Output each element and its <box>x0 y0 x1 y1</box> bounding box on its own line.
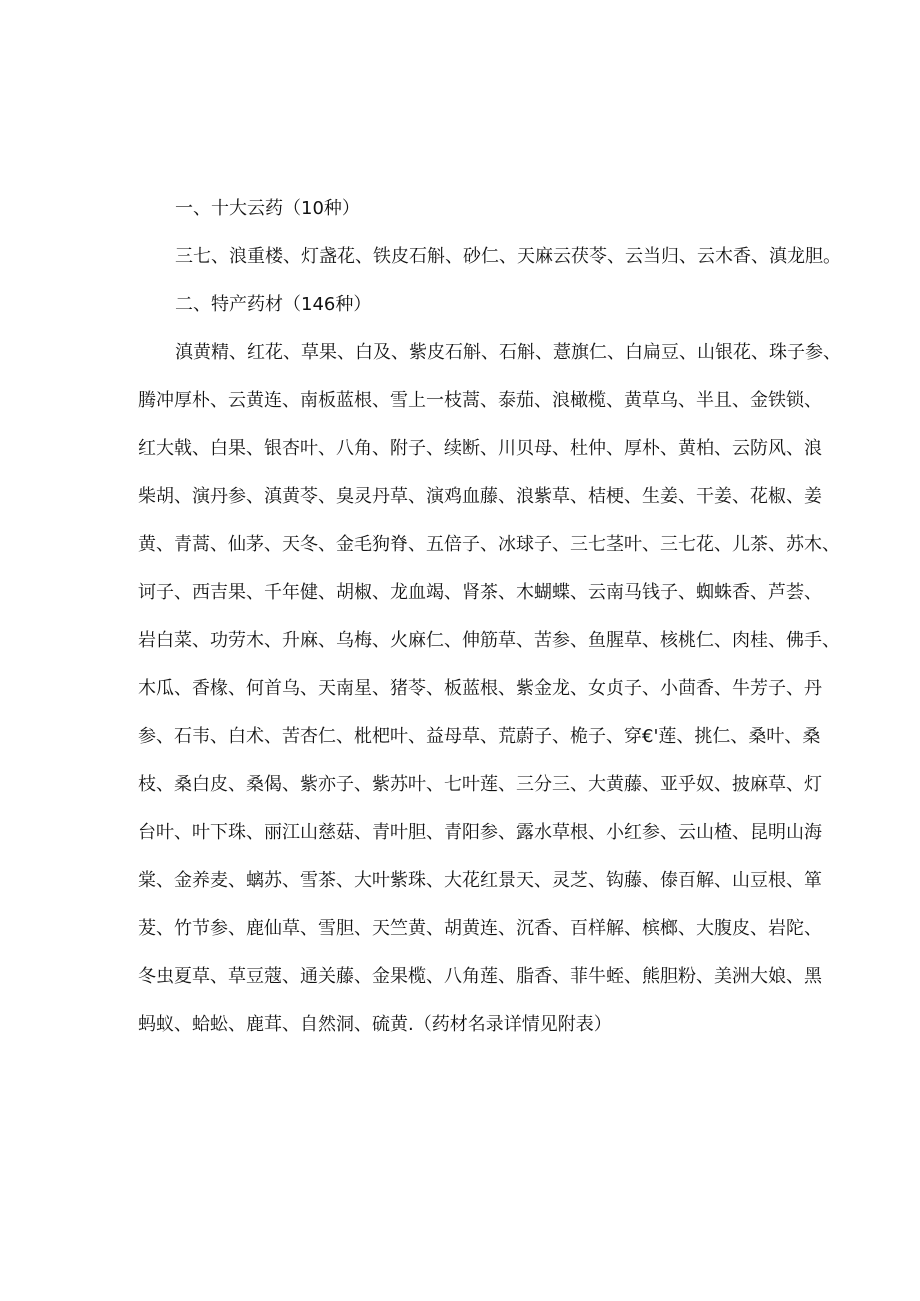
section2-line: 黄、青蒿、仙茅、天冬、金毛狗脊、五倍子、冰球子、三七茎叶、三七花、儿茶、苏木、 <box>138 534 840 555</box>
section2-heading: 二、特产药材（146种） <box>175 294 372 315</box>
section2-line: 冬虫夏草、草豆蔻、通关藤、金果榄、八角莲、脂香、菲牛蛭、熊胆粉、美洲大娘、黑 <box>138 966 822 987</box>
section1-heading: 一、十大云药（10种） <box>175 198 360 219</box>
section2-line: 柴胡、演丹参、滇黄苓、臭灵丹草、演鸡血藤、浪紫草、桔梗、生姜、干姜、花椒、姜 <box>138 486 822 507</box>
section2-line: 茇、竹节参、鹿仙草、雪胆、天竺黄、胡黄连、沉香、百样解、槟榔、大腹皮、岩陀、 <box>138 918 822 939</box>
section1-text: 三七、浪重楼、灯盏花、铁皮石斛、砂仁、天麻云茯苓、云当归、云木香、滇龙胆。 <box>175 246 841 267</box>
section2-line: 岩白菜、功劳木、升麻、乌梅、火麻仁、伸筋草、苦参、鱼腥草、核桃仁、肉桂、佛手、 <box>138 630 840 651</box>
section2-line: 诃子、西吉果、千年健、胡椒、龙血竭、肾茶、木蝴蝶、云南马钱子、蜘蛛香、芦荟、 <box>138 582 822 603</box>
section2-line: 枝、桑白皮、桑偈、紫亦子、紫苏叶、七叶莲、三分三、大黄藤、亚乎奴、披麻草、灯 <box>138 774 822 795</box>
section2-line: 蚂蚁、蛤蚣、鹿茸、自然洞、硫黄.（药材名录详情见附表） <box>138 1014 612 1035</box>
section2-line: 棠、金养麦、螭苏、雪茶、大叶紫珠、大花红景天、灵芝、钩藤、傣百解、山豆根、箪 <box>138 870 822 891</box>
section2-line: 腾冲厚朴、云黄连、南板蓝根、雪上一枝蒿、泰茄、浪橄榄、黄草乌、半且、金铁锁、 <box>138 390 822 411</box>
section2-line: 木瓜、香椽、何首乌、天南星、猪苓、板蓝根、紫金龙、女贞子、小茴香、牛芳子、丹 <box>138 678 822 699</box>
section2-line: 台叶、叶下珠、丽江山慈菇、青叶胆、青阳参、露水草根、小红参、云山楂、昆明山海 <box>138 822 822 843</box>
section2-line: 滇黄精、红花、草果、白及、紫皮石斛、石斛、薏旗仁、白扁豆、山银花、珠子参、 <box>175 342 841 363</box>
section2-line: 参、石韦、白术、苦杏仁、枇杷叶、益母草、荒蔚子、桅子、穿€'莲、挑仁、桑叶、桑 <box>138 726 821 747</box>
section2-line: 红大戟、白果、银杏叶、八角、附子、续断、川贝母、杜仲、厚朴、黄柏、云防风、浪 <box>138 438 822 459</box>
